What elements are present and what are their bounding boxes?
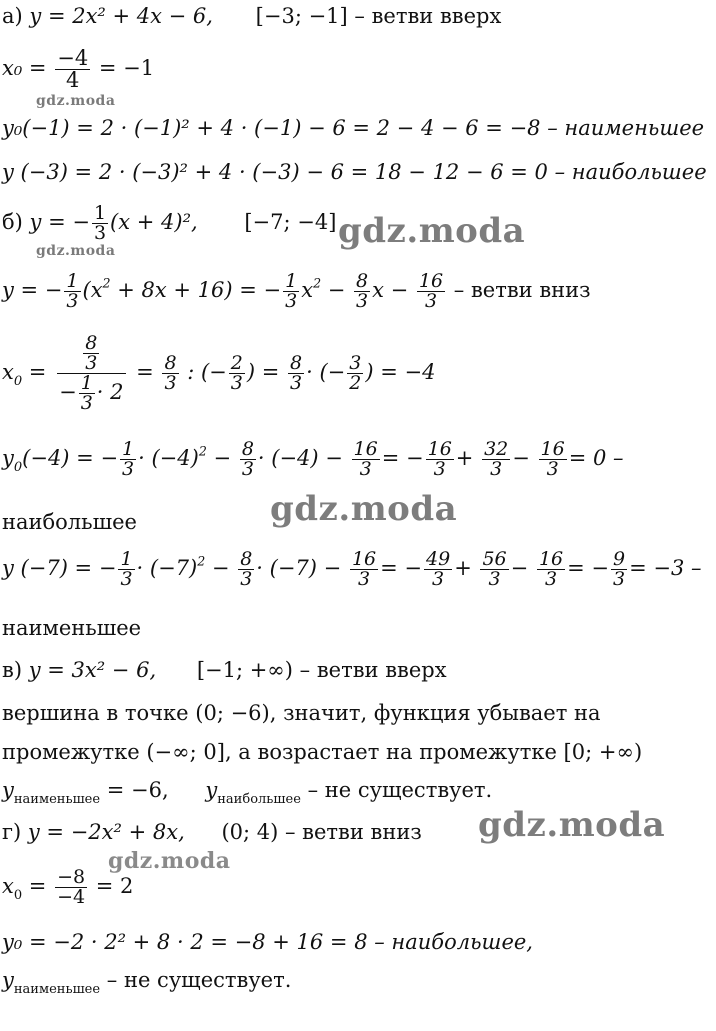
section-b-expand: y = − $\frac{1}{3}$ $(x^2 + 8x + 16)$ = − $\frac{1}{3}$ $x^2$ − $\frac{8}{3}$ x − $\frac{16}{3}$ – ветви вниз <box>2 270 591 312</box>
section-b-min-label: наименьшее <box>2 616 142 640</box>
section-b-y7-result: = −3 – <box>629 556 702 580</box>
section-v-extrema: $y_{наименьшее} = -6$, $y_{наибольшее}$ – не существует. <box>2 778 493 807</box>
section-b-vertex: $x_0$ = $\frac{8}{3}$ − $\frac{1}{3}$ · 2 = $\frac{8}{3}$ : (− $\frac{2}{3}$ ) = $\frac{8}{3}$ · (− $\frac{3}{2}$ ) = −4 <box>2 332 436 414</box>
fraction-denominator: 4 <box>55 69 90 91</box>
ymin-value: = −6, <box>106 778 169 802</box>
section-v-header <box>2 660 447 681</box>
section-b-y0-result: = 0 – <box>568 446 624 470</box>
section-b-coef <box>92 204 108 243</box>
watermark-logo: gdz.moda <box>36 93 116 109</box>
section-g-min: $y_{наименьшее}$ – не существует. <box>2 968 292 997</box>
section-a-y0-line: y₀(−1) = 2 · (−1)² + 4 · (−1) − 6 = 2 − 4 − 6 = −8 – наименьшее <box>2 116 705 140</box>
section-b-function-left: y = − <box>29 210 90 234</box>
section-g-label: г) <box>2 820 22 844</box>
section-v-branches: – ветви вверх <box>293 658 447 682</box>
ymin-value: – не существует. <box>106 968 292 992</box>
fraction-denominator: −4 <box>57 886 86 908</box>
fraction-numerator: 1 <box>93 202 107 224</box>
section-b-function-right: (x + 4)², <box>110 210 198 234</box>
section-b-branches: ветви вниз <box>470 278 591 302</box>
section-g-x0-fraction <box>55 868 87 907</box>
section-a-label: а) <box>2 4 23 28</box>
x0-result: = −1 <box>98 56 155 80</box>
section-g-function: y = −2x² + 8x, <box>27 820 185 844</box>
section-b-x0-result: = −4 <box>380 360 436 384</box>
section-b-label: б) <box>2 210 23 234</box>
watermark-logo: gdz.moda <box>108 848 231 874</box>
x0-label: x₀ = <box>2 56 47 80</box>
watermark-logo: gdz.moda <box>478 805 666 845</box>
section-g-vertex: $x_0$ = $\frac{-8}{-4}$ = 2 <box>2 866 134 908</box>
fraction-numerator: −8 <box>57 866 86 888</box>
section-v-text-line-2: промежутке (−∞; 0], а возрастает на промежутке [0; +∞) <box>2 740 643 764</box>
section-b-y0-line: $y_0(-4)$ = − $\frac{1}{3}$ · $(-4)^2$ − $\frac{8}{3}$ · (−4) − $\frac{16}{3}$ = − $\frac{16}{3}$ + $\frac{32}{3}$ − $\frac{16}{3}$ = 0 – <box>2 438 624 480</box>
section-g-x0-result: = 2 <box>95 874 134 898</box>
section-v-function: y = 3x² − 6, <box>28 658 157 682</box>
watermark-logo: gdz.moda <box>270 489 458 529</box>
ymax-value: – не существует. <box>307 778 493 802</box>
section-v-label: в) <box>2 658 23 682</box>
section-g-interval: (0; 4) <box>221 820 279 844</box>
section-b-max-label: наибольшее <box>2 510 137 534</box>
section-b-interval: [−7; −4] <box>244 210 337 234</box>
section-a-header <box>2 6 501 27</box>
ymin-subscript: наименьшее <box>13 791 101 807</box>
ymax-subscript: наибольшее <box>217 791 301 807</box>
fraction-denominator: 3 <box>93 222 107 244</box>
section-a-function: y = 2x² + 4x − 6, <box>29 4 213 28</box>
section-g-header <box>2 822 422 843</box>
watermark-logo: gdz.moda <box>36 243 116 259</box>
section-a-interval: [−3; −1] <box>255 4 348 28</box>
section-b-y7-line: y (−7) = − $\frac{1}{3}$ · $(-7)^2$ − $\frac{8}{3}$ · (−7) − $\frac{16}{3}$ = − $\frac{49}{3}$ + $\frac{56}{3}$ − $\frac{16}{3}$ = − $\frac{9}{3}$ = −3 – <box>2 548 702 590</box>
section-g-branches: – ветви вниз <box>278 820 422 844</box>
section-b-header <box>2 204 336 243</box>
section-a-y3-line: y (−3) = 2 · (−3)² + 4 · (−3) − 6 = 18 − 12 − 6 = 0 – наибольшее <box>2 160 707 184</box>
ymin-subscript: наименьшее <box>13 981 101 997</box>
section-v-text-line-1: вершина в точке (0; −6), значит, функция убывает на <box>2 701 601 725</box>
fraction-numerator: −4 <box>57 46 89 70</box>
section-v-interval: [−1; +∞) <box>196 658 293 682</box>
section-a-vertex <box>2 48 154 91</box>
watermark-logo: gdz.moda <box>338 211 526 251</box>
x0-fraction <box>55 48 90 91</box>
section-g-y0-line: y₀ = −2 · 2² + 8 · 2 = −8 + 16 = 8 – наибольшее, <box>2 930 533 954</box>
section-a-branches: – ветви вверх <box>347 4 502 28</box>
